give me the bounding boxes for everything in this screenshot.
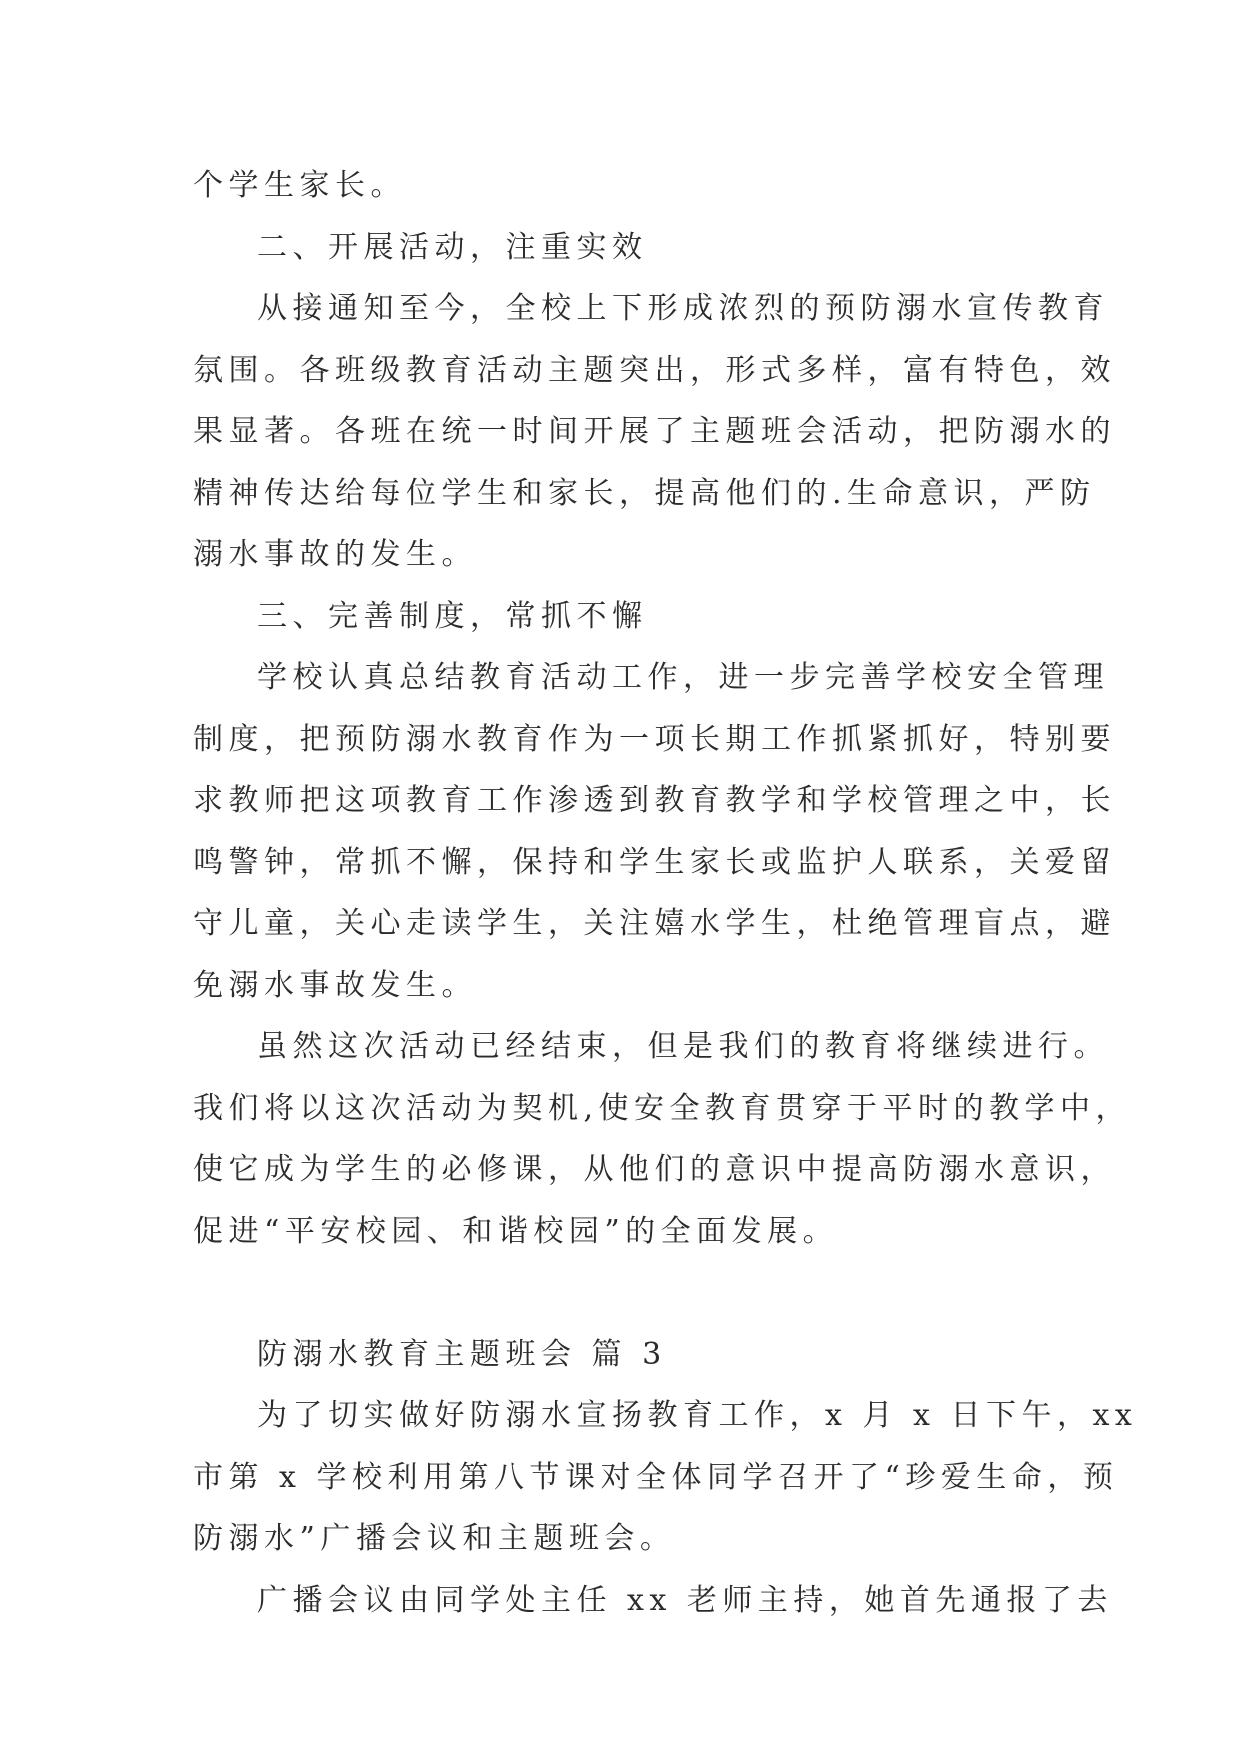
paragraph-start-line: 虽然这次活动已经结束，但是我们的教育将继续进行。 — [257, 1029, 1109, 1064]
text-line: 果显著。各班在统一时间开展了主题班会活动，把防溺水的 — [193, 414, 1116, 449]
text-line: 精神传达给每位学生和家长，提高他们的.生命意识，严防 — [193, 475, 1096, 511]
paragraph-start-line: 为了切实做好防溺水宣扬教育工作，x 月 x 日下午，xx — [257, 1398, 1138, 1433]
paragraph-start-line: 从接通知至今，全校上下形成浓烈的预防溺水宣传教育 — [257, 291, 1109, 326]
text-line: 我们将以这次活动为契机,使安全教育贯穿于平时的教学中， — [193, 1090, 1132, 1126]
text-line: 制度，把预防溺水教育作为一项长期工作抓紧抓好，特别要 — [193, 721, 1116, 757]
document-body — [193, 155, 1138, 1631]
text-line: 溺水事故的发生。 — [193, 537, 477, 572]
paragraph-start-line: 学校认真总结教育活动工作，进一步完善学校安全管理 — [257, 660, 1109, 695]
text-line: 守儿童，关心走读学生，关注嬉水学生，杜绝管理盲点，避 — [193, 906, 1116, 941]
text-line: 求教师把这项教育工作渗透到教育教学和学校管理之中，长 — [193, 783, 1116, 818]
text-line: 氛围。各班级教育活动主题突出，形式多样，富有特色，效 — [193, 352, 1116, 388]
text-line: 使它成为学生的必修课，从他们的意识中提高防溺水意识， — [193, 1152, 1116, 1187]
paragraph-start-line: 三、完善制度，常抓不懈 — [257, 598, 648, 634]
text-line: 防溺水”广播会议和主题班会。 — [193, 1521, 676, 1556]
text-line: 促进“平安校园、和谐校园”的全面发展。 — [193, 1213, 839, 1249]
paragraph-start-line: 广播会议由同学处主任 xx 老师主持，她首先通报了去 — [257, 1582, 1113, 1618]
paragraph-start-line: 二、开展活动，注重实效 — [257, 229, 648, 265]
text-line: 免溺水事故发生。 — [193, 967, 477, 1003]
blank-line — [193, 1262, 1073, 1324]
text-line: 个学生家长。 — [193, 168, 406, 203]
paragraph-start-line: 防溺水教育主题班会 篇 3 — [257, 1336, 667, 1372]
text-line: 市第 x 学校利用第八节课对全体同学召开了“珍爱生命，预 — [193, 1459, 1119, 1495]
text-line: 鸣警钟，常抓不懈，保持和学生家长或监护人联系，关爱留 — [193, 844, 1116, 880]
